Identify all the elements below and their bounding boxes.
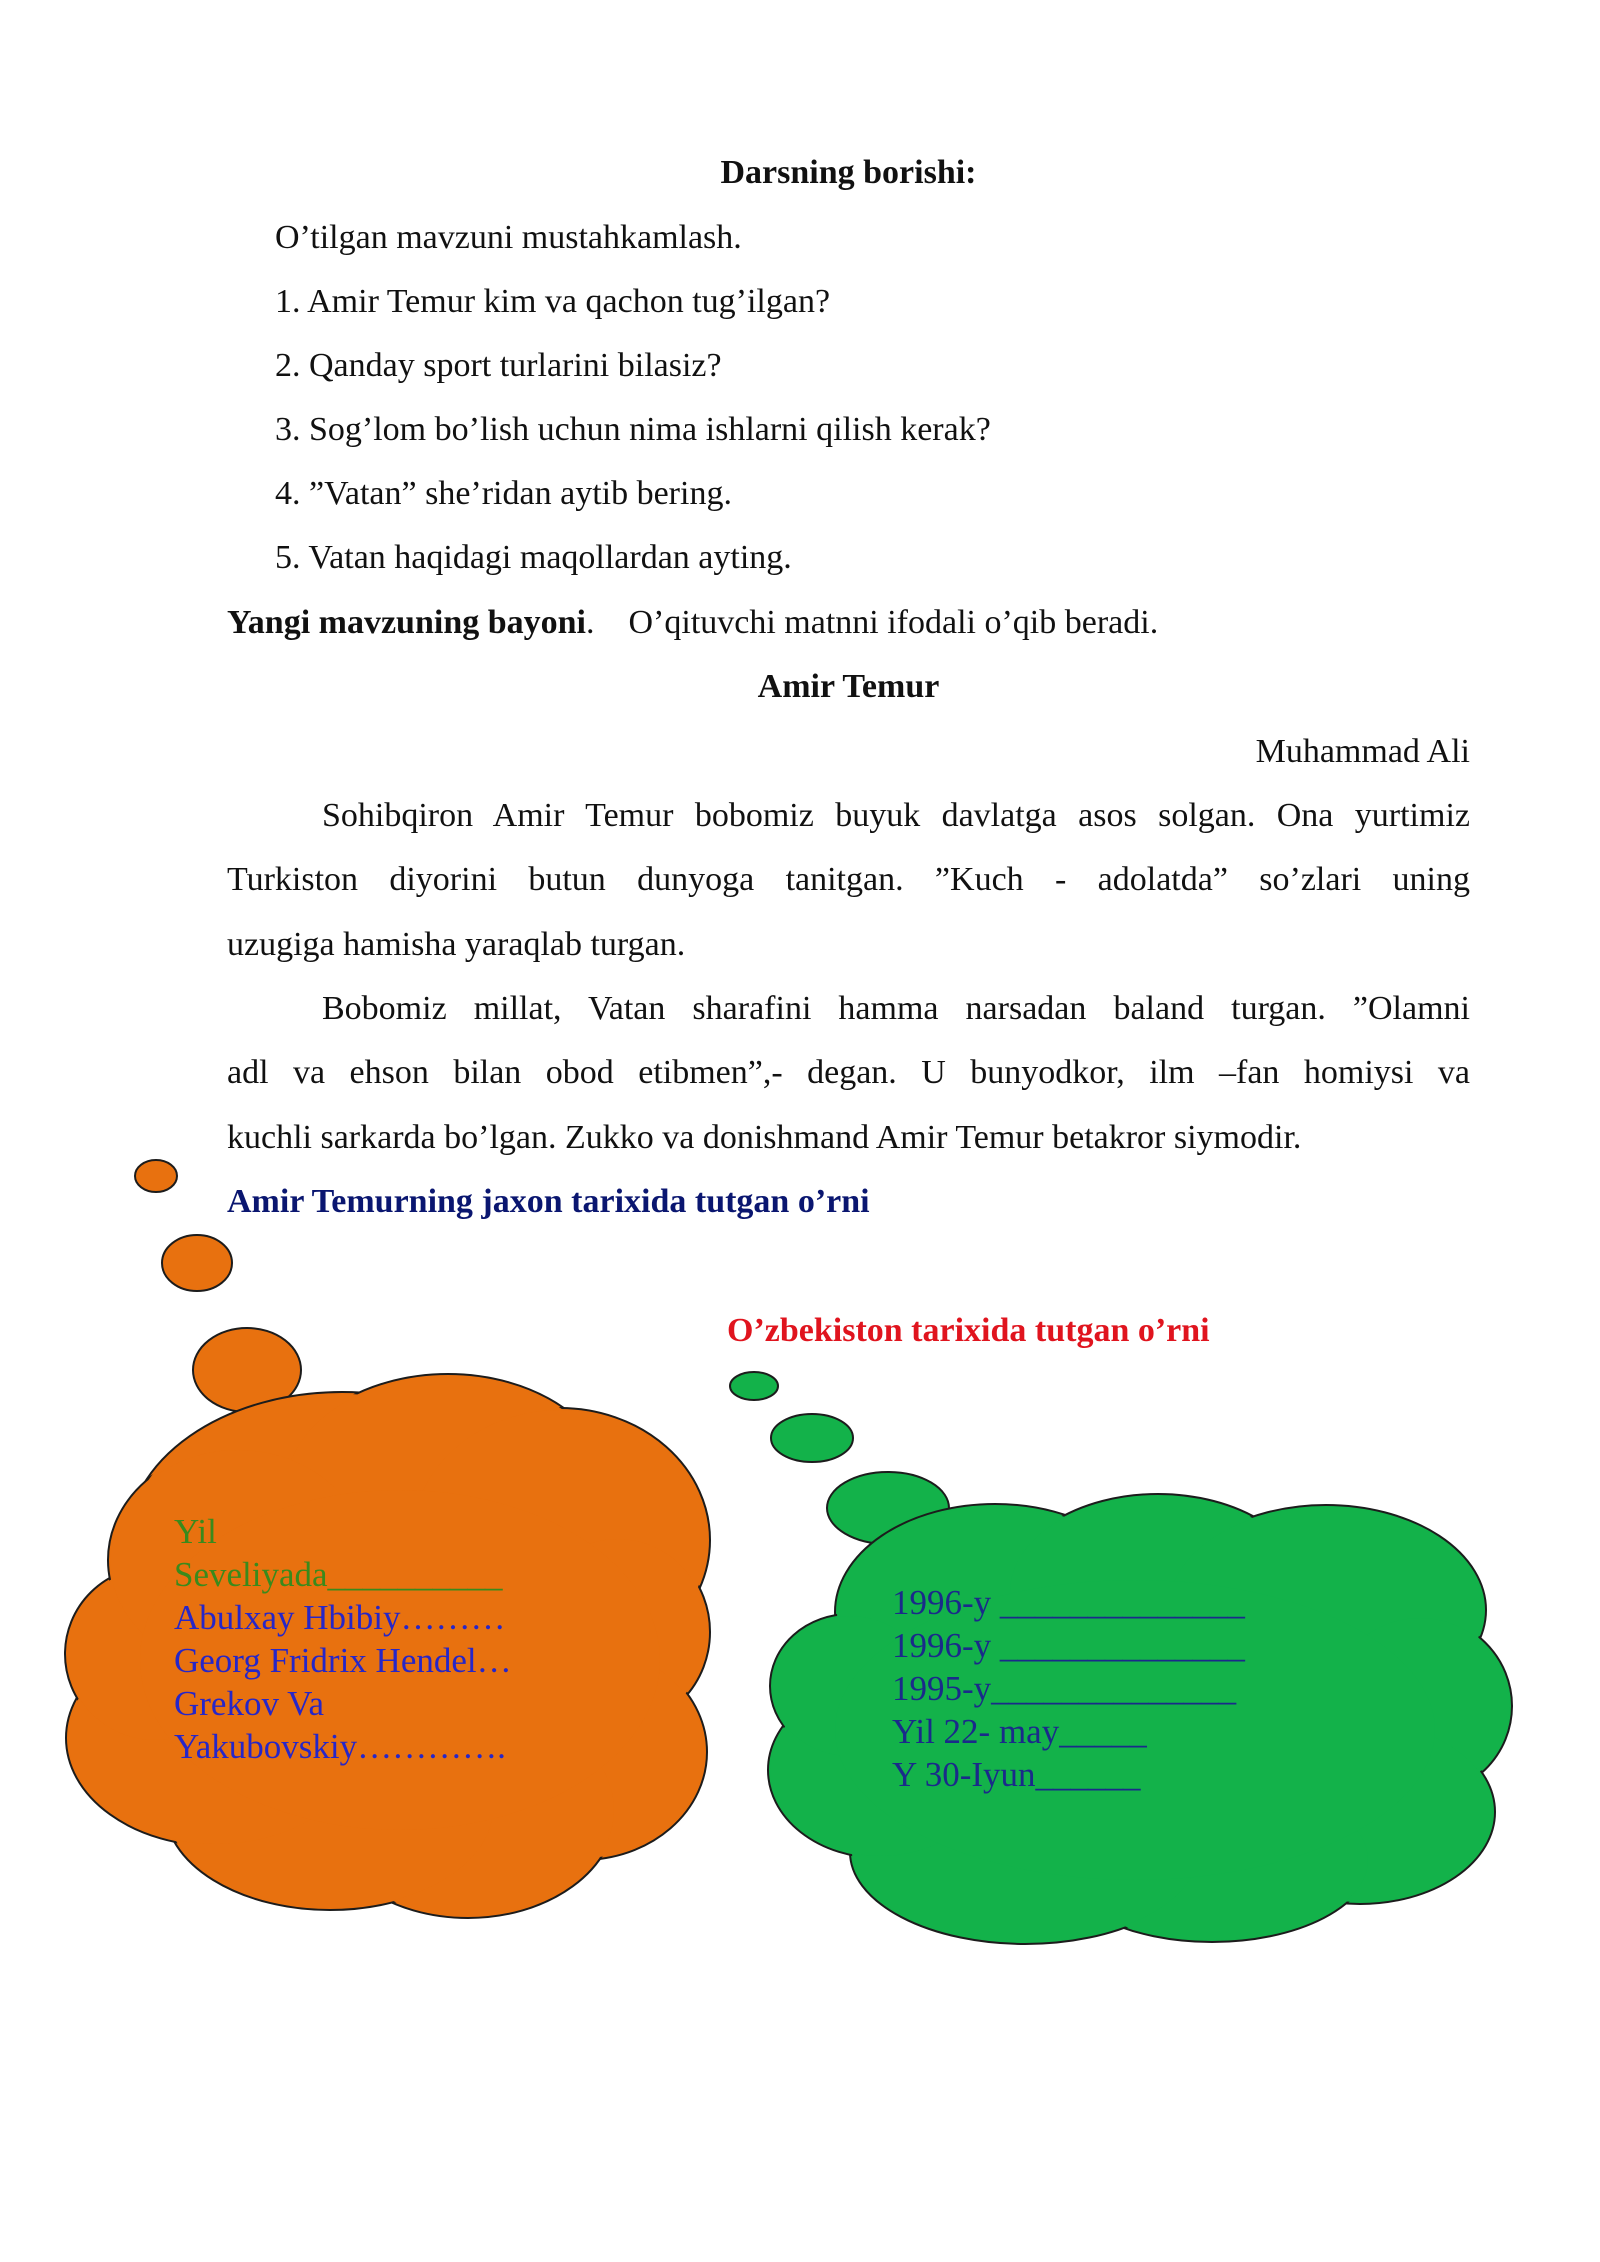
paragraph-2-line-2: adl va ehson bilan obod etibmen”,- degan. U bunyodkor, ilm –fan homiysi va: [227, 1054, 1470, 1091]
paragraph-1-line-2: Turkiston diyorini butun dunyoga tanitgan. ”Kuch - adolatda” so’zlari uning: [227, 861, 1470, 898]
question-item: 2. Qanday sport turlarini bilasiz?: [275, 347, 722, 384]
green-cloud-line: 1995-y______________: [892, 1669, 1237, 1708]
paragraph-1-line-1: Sohibqiron Amir Temur bobomiz buyuk davlatga asos solgan. Ona yurtimiz: [322, 797, 1470, 834]
orange-bubble-medium: [162, 1235, 232, 1291]
uzbek-history-heading: O’zbekiston tarixida tutgan o’rni: [727, 1312, 1210, 1349]
question-item: 4. ”Vatan” she’ridan aytib bering.: [275, 475, 732, 512]
orange-cloud-line: Yil: [174, 1512, 217, 1551]
new-topic-text: O’qituvchi matnni ifodali o’qib beradi.: [628, 604, 1159, 641]
paragraph-2-line-3: kuchli sarkarda bo’lgan. Zukko va donishmand Amir Temur betakror siymodir.: [227, 1119, 1302, 1156]
question-item: 1. Amir Temur kim va qachon tug’ilgan?: [275, 283, 831, 320]
green-cloud-line: Y 30-Iyun______: [892, 1755, 1141, 1794]
green-cloud-text: [892, 1581, 1245, 1796]
question-item: 3. Sog’lom bo’lish uchun nima ishlarni qilish kerak?: [275, 411, 991, 448]
paragraph-1-line-3: uzugiga hamisha yaraqlab turgan.: [227, 926, 686, 963]
paragraph-2-line-1: Bobomiz millat, Vatan sharafini hamma narsadan baland turgan. ”Olamni: [322, 990, 1470, 1027]
orange-cloud-text: [174, 1510, 512, 1768]
orange-cloud-line: Georg Fridrix Hendel…: [174, 1641, 512, 1680]
green-bubble-medium: [771, 1414, 853, 1462]
review-intro: O’tilgan mavzuni mustahkamlash.: [275, 219, 742, 256]
green-cloud-line: 1996-y ______________: [892, 1626, 1245, 1665]
green-bubble-small: [730, 1372, 778, 1400]
orange-cloud-line: Abulxay Hbibiy………: [174, 1598, 506, 1637]
orange-bubble-small: [135, 1160, 177, 1192]
new-topic-label: Yangi mavzuning bayoni: [227, 604, 586, 641]
world-history-heading: Amir Temurning jaxon tarixida tutgan o’rni: [227, 1183, 870, 1220]
green-cloud-line: Yil 22- may_____: [892, 1712, 1147, 1751]
question-item: 5. Vatan haqidagi maqollardan ayting.: [275, 539, 792, 576]
lesson-progress-heading: Darsning borishi:: [720, 154, 977, 191]
orange-cloud-line: Seveliyada__________: [174, 1555, 503, 1594]
new-topic-punct: .: [586, 604, 595, 641]
green-cloud-line: 1996-y ______________: [892, 1583, 1245, 1622]
orange-cloud-line: Yakubovskiy………….: [174, 1727, 506, 1766]
orange-cloud-line: Grekov Va: [174, 1684, 325, 1723]
story-title: Amir Temur: [757, 668, 940, 705]
story-author: Muhammad Ali: [1255, 733, 1470, 770]
